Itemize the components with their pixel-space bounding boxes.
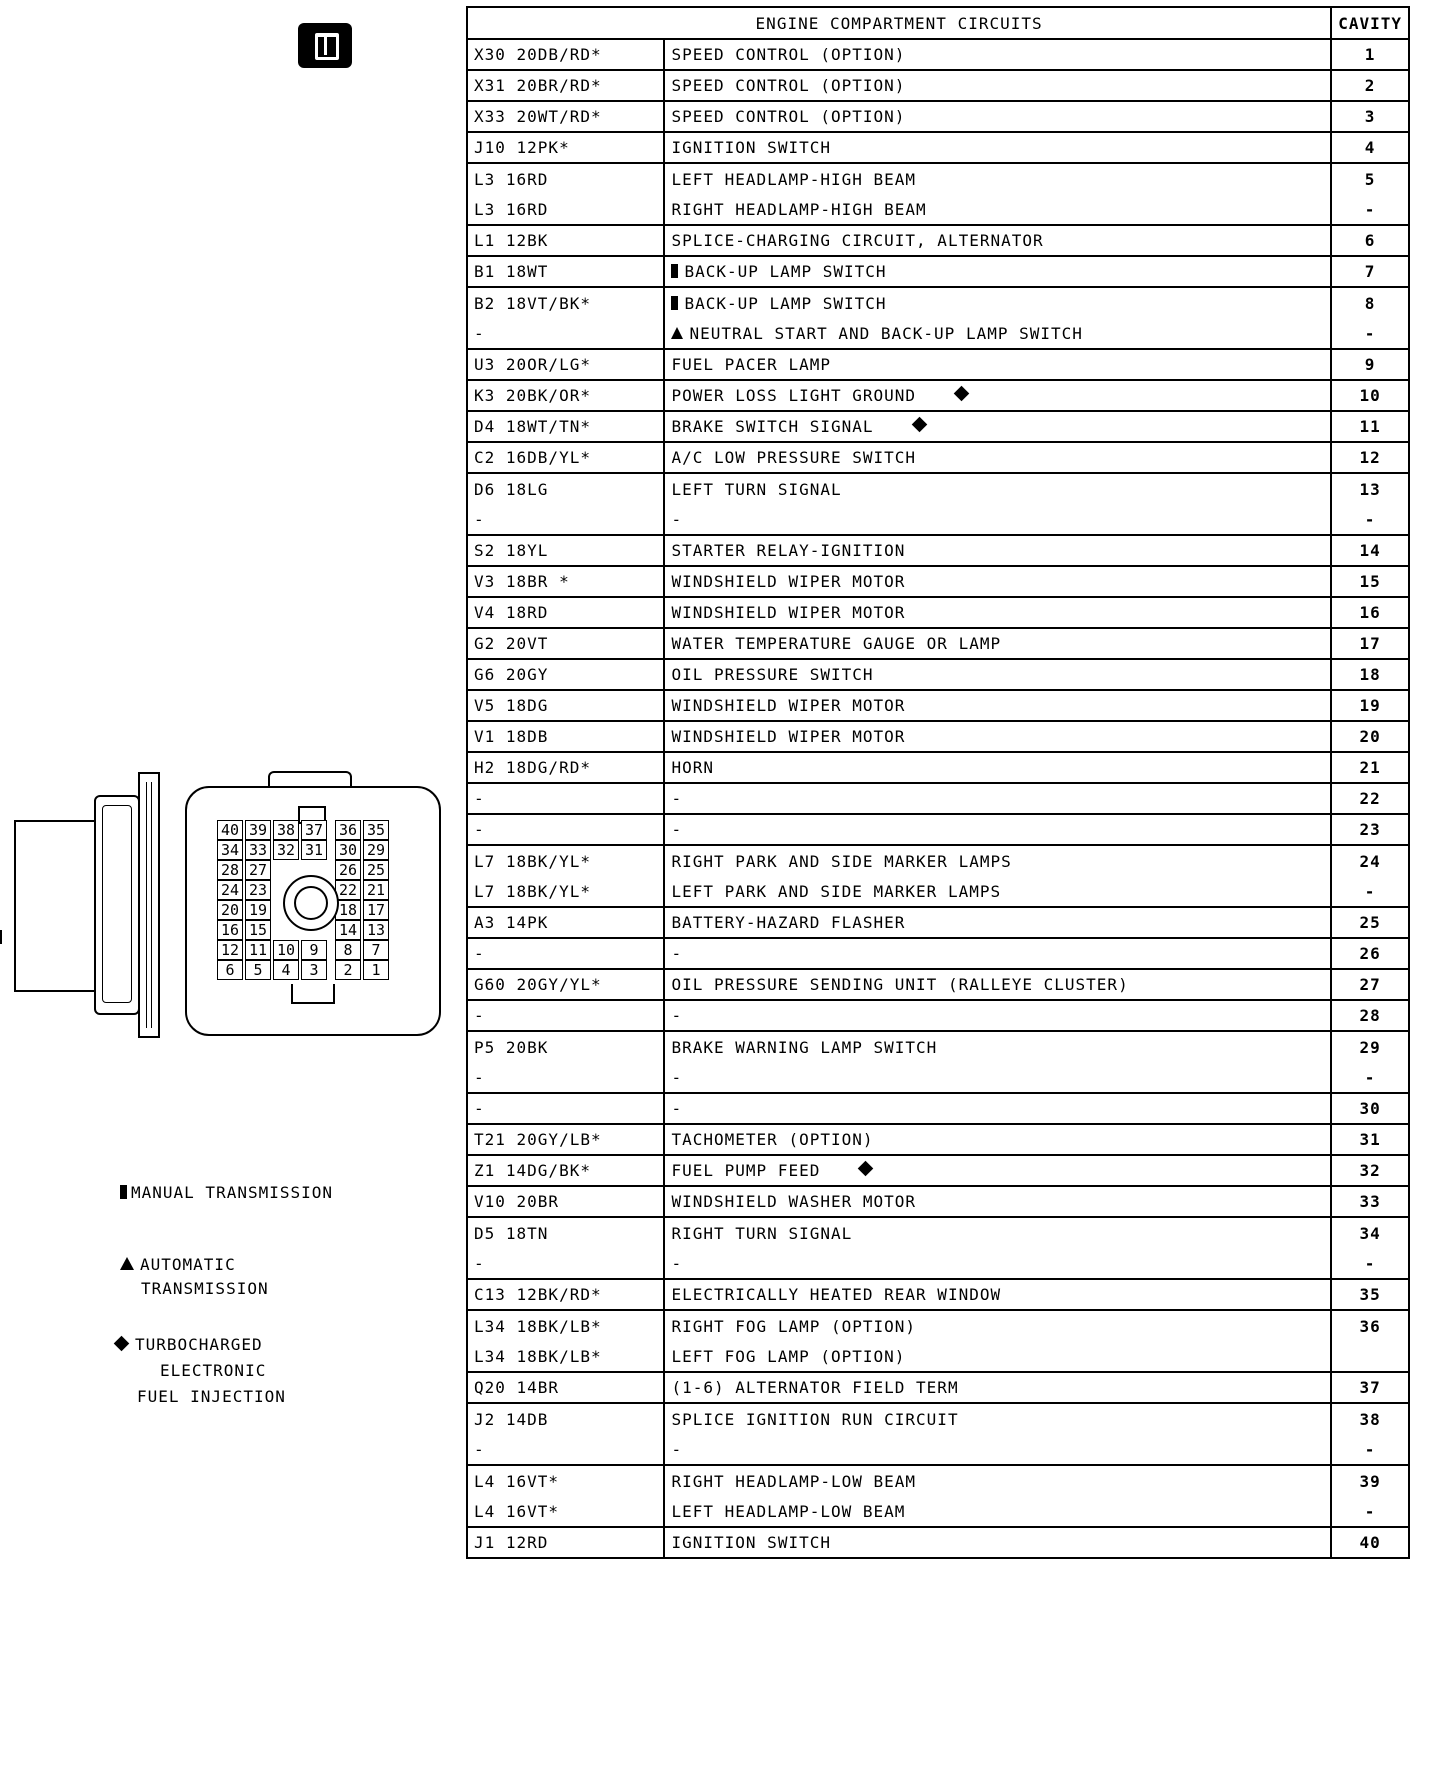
cavity-number: 11	[1331, 411, 1409, 442]
cavity-number: 30	[1331, 1093, 1409, 1124]
circuit-description: LEFT FOG LAMP (OPTION)	[664, 1341, 1331, 1372]
square-symbol-icon	[120, 1185, 127, 1199]
triangle-symbol-icon	[120, 1257, 134, 1270]
cavity-number: -	[1331, 504, 1409, 535]
cavity-number: 21	[1331, 752, 1409, 783]
circuit-code: H2 18DG/RD*	[467, 752, 664, 783]
circuit-code: U3 20OR/LG*	[467, 349, 664, 380]
circuit-code: A3 14PK	[467, 907, 664, 938]
circuit-description: SPEED CONTROL (OPTION)	[664, 39, 1331, 70]
connector-pin: 14	[335, 920, 361, 940]
table-row	[467, 845, 1409, 876]
circuit-description: OIL PRESSURE SENDING UNIT (RALLEYE CLUSTER)	[664, 969, 1331, 1000]
circuit-description: -	[664, 1062, 1331, 1093]
circuit-description: -	[664, 1000, 1331, 1031]
cavity-number: 33	[1331, 1186, 1409, 1217]
connector-pin: 21	[363, 880, 389, 900]
diamond-symbol-icon	[954, 386, 970, 402]
cavity-number: 38	[1331, 1403, 1409, 1434]
cavity-number: 16	[1331, 597, 1409, 628]
table-row	[467, 535, 1409, 566]
circuit-description: LEFT TURN SIGNAL	[664, 473, 1331, 504]
circuit-code: B1 18WT	[467, 256, 664, 287]
connector-center-bolt	[283, 875, 339, 931]
connector-pin: 31	[301, 840, 327, 860]
cavity-number: 9	[1331, 349, 1409, 380]
cavity-number: 7	[1331, 256, 1409, 287]
cavity-number: 37	[1331, 1372, 1409, 1403]
circuit-code: K3 20BK/OR*	[467, 380, 664, 411]
circuit-description: (1-6) ALTERNATOR FIELD TERM	[664, 1372, 1331, 1403]
legend-manual: MANUAL TRANSMISSION	[120, 1180, 333, 1206]
circuit-code: -	[467, 1434, 664, 1465]
circuit-description: FUEL PACER LAMP	[664, 349, 1331, 380]
circuit-code: L3 16RD	[467, 163, 664, 194]
circuit-code: -	[467, 1093, 664, 1124]
table-row	[467, 380, 1409, 411]
circuit-description: BRAKE SWITCH SIGNAL	[664, 411, 1331, 442]
table-row	[467, 597, 1409, 628]
cavity-number: 1	[1331, 39, 1409, 70]
circuit-description: WINDSHIELD WIPER MOTOR	[664, 597, 1331, 628]
circuit-code: Q20 14BR	[467, 1372, 664, 1403]
table-row	[467, 39, 1409, 70]
table-row	[467, 1496, 1409, 1527]
circuit-code: J1 12RD	[467, 1527, 664, 1558]
circuit-code: -	[467, 783, 664, 814]
circuit-description: -	[664, 504, 1331, 535]
table-row	[467, 1372, 1409, 1403]
cavity-number: 14	[1331, 535, 1409, 566]
circuit-code: L34 18BK/LB*	[467, 1310, 664, 1341]
connector-side-flange	[138, 772, 160, 1038]
cavity-number: 8	[1331, 287, 1409, 318]
connector-pin: 19	[245, 900, 271, 920]
table-row	[467, 1000, 1409, 1031]
circuit-code: X30 20DB/RD*	[467, 39, 664, 70]
circuit-code: V5 18DG	[467, 690, 664, 721]
circuit-code: L1 12BK	[467, 225, 664, 256]
table-row	[467, 690, 1409, 721]
legend-turbo-line2: ELECTRONIC	[160, 1361, 267, 1380]
table-row	[467, 876, 1409, 907]
table-row	[467, 1186, 1409, 1217]
diamond-symbol-icon	[114, 1336, 130, 1352]
connector-side-shell	[94, 795, 140, 1015]
connector-pin: 9	[301, 940, 327, 960]
connector-pin: 16	[217, 920, 243, 940]
circuits-table	[466, 6, 1410, 1559]
circuit-description: LEFT PARK AND SIDE MARKER LAMPS	[664, 876, 1331, 907]
circuit-code: -	[467, 1248, 664, 1279]
table-row	[467, 1124, 1409, 1155]
connector-pin: 10	[273, 940, 299, 960]
circuit-code: J10 12PK*	[467, 132, 664, 163]
circuit-code: D6 18LG	[467, 473, 664, 504]
table-row	[467, 659, 1409, 690]
circuit-code: V10 20BR	[467, 1186, 664, 1217]
cavity-number: 31	[1331, 1124, 1409, 1155]
cavity-number: -	[1331, 876, 1409, 907]
legend-turbo-line3: FUEL INJECTION	[137, 1387, 286, 1406]
table-row	[467, 1062, 1409, 1093]
connector-pin: 12	[217, 940, 243, 960]
circuit-code: V4 18RD	[467, 597, 664, 628]
connector-pin: 25	[363, 860, 389, 880]
connector-pin: 26	[335, 860, 361, 880]
table-row	[467, 1310, 1409, 1341]
cavity-number: 25	[1331, 907, 1409, 938]
circuit-description: BATTERY-HAZARD FLASHER	[664, 907, 1331, 938]
connector-pin: 6	[217, 960, 243, 980]
circuit-description: -	[664, 1093, 1331, 1124]
cavity-number: 20	[1331, 721, 1409, 752]
cavity-number: 17	[1331, 628, 1409, 659]
table-row	[467, 566, 1409, 597]
circuit-code: D4 18WT/TN*	[467, 411, 664, 442]
circuit-description: FUEL PUMP FEED	[664, 1155, 1331, 1186]
table-row	[467, 287, 1409, 318]
connector-pin: 28	[217, 860, 243, 880]
circuit-code: L7 18BK/YL*	[467, 876, 664, 907]
cavity-number: 29	[1331, 1031, 1409, 1062]
circuit-description: TACHOMETER (OPTION)	[664, 1124, 1331, 1155]
cavity-number: 35	[1331, 1279, 1409, 1310]
circuit-code: G6 20GY	[467, 659, 664, 690]
circuit-description: A/C LOW PRESSURE SWITCH	[664, 442, 1331, 473]
circuit-code: -	[467, 1062, 664, 1093]
table-row	[467, 349, 1409, 380]
circuit-code: C13 12BK/RD*	[467, 1279, 664, 1310]
connector-pin: 39	[245, 820, 271, 840]
circuit-description: LEFT HEADLAMP-HIGH BEAM	[664, 163, 1331, 194]
circuit-code: X33 20WT/RD*	[467, 101, 664, 132]
connector-pin: 32	[273, 840, 299, 860]
circuit-code: L7 18BK/YL*	[467, 845, 664, 876]
circuit-description: POWER LOSS LIGHT GROUND	[664, 380, 1331, 411]
cavity-number: -	[1331, 318, 1409, 349]
table-row	[467, 504, 1409, 535]
connector-pin: 5	[245, 960, 271, 980]
table-row	[467, 814, 1409, 845]
cavity-number: 13	[1331, 473, 1409, 504]
cavity-number: 15	[1331, 566, 1409, 597]
circuit-description: RIGHT FOG LAMP (OPTION)	[664, 1310, 1331, 1341]
connector-pin: 4	[273, 960, 299, 980]
circuit-code: T21 20GY/LB*	[467, 1124, 664, 1155]
circuit-description: -	[664, 814, 1331, 845]
cavity-number: 40	[1331, 1527, 1409, 1558]
cavity-number: 12	[1331, 442, 1409, 473]
connector-pin: 29	[363, 840, 389, 860]
connector-pin: 11	[245, 940, 271, 960]
cavity-number: 3	[1331, 101, 1409, 132]
cavity-number: 24	[1331, 845, 1409, 876]
table-row	[467, 101, 1409, 132]
cavity-number: 28	[1331, 1000, 1409, 1031]
circuit-code: L34 18BK/LB*	[467, 1341, 664, 1372]
circuit-description: SPEED CONTROL (OPTION)	[664, 101, 1331, 132]
table-row	[467, 628, 1409, 659]
table-row	[467, 1155, 1409, 1186]
connector-pin: 18	[335, 900, 361, 920]
circuit-code: V1 18DB	[467, 721, 664, 752]
connector-pin: 3	[301, 960, 327, 980]
circuit-description: -	[664, 1434, 1331, 1465]
circuit-code: Z1 14DG/BK*	[467, 1155, 664, 1186]
legend-automatic-line2: TRANSMISSION	[141, 1279, 269, 1298]
connector-pin: 23	[245, 880, 271, 900]
book-icon	[298, 23, 352, 68]
table-row	[467, 1093, 1409, 1124]
connector-pin: 8	[335, 940, 361, 960]
circuit-description: WINDSHIELD WIPER MOTOR	[664, 721, 1331, 752]
table-row	[467, 1465, 1409, 1496]
circuit-code: -	[467, 504, 664, 535]
connector-pin: 7	[363, 940, 389, 960]
connector-pin: 24	[217, 880, 243, 900]
circuit-code: V3 18BR *	[467, 566, 664, 597]
connector-pin: 27	[245, 860, 271, 880]
circuit-description: RIGHT HEADLAMP-HIGH BEAM	[664, 194, 1331, 225]
table-row	[467, 1434, 1409, 1465]
triangle-symbol-icon	[671, 327, 683, 339]
table-row	[467, 721, 1409, 752]
table-row	[467, 194, 1409, 225]
circuit-code: -	[467, 1000, 664, 1031]
table-row	[467, 1248, 1409, 1279]
circuit-code: J2 14DB	[467, 1403, 664, 1434]
connector-pin: 38	[273, 820, 299, 840]
circuit-code: B2 18VT/BK*	[467, 287, 664, 318]
circuit-description: SPLICE IGNITION RUN CIRCUIT	[664, 1403, 1331, 1434]
circuit-description: -	[664, 938, 1331, 969]
connector-face-bottom-tab	[291, 984, 335, 1004]
connector-pin: 33	[245, 840, 271, 860]
circuit-description: SPLICE-CHARGING CIRCUIT, ALTERNATOR	[664, 225, 1331, 256]
connector-pin: 37	[301, 820, 327, 840]
table-row	[467, 752, 1409, 783]
circuit-description: BRAKE WARNING LAMP SWITCH	[664, 1031, 1331, 1062]
connector-pin: 34	[217, 840, 243, 860]
table-row	[467, 1403, 1409, 1434]
table-header	[467, 7, 1409, 39]
circuit-code: G2 20VT	[467, 628, 664, 659]
connector-pin: 22	[335, 880, 361, 900]
circuit-code: S2 18YL	[467, 535, 664, 566]
table-row	[467, 1279, 1409, 1310]
circuit-code: G60 20GY/YL*	[467, 969, 664, 1000]
connector-pin: 13	[363, 920, 389, 940]
table-row	[467, 442, 1409, 473]
circuit-description: ELECTRICALLY HEATED REAR WINDOW	[664, 1279, 1331, 1310]
cavity-number: -	[1331, 1434, 1409, 1465]
table-row	[467, 783, 1409, 814]
connector-pin: 20	[217, 900, 243, 920]
diamond-symbol-icon	[911, 417, 927, 433]
connector-pin: 35	[363, 820, 389, 840]
connector-side-body	[14, 820, 102, 992]
connector-pin: 1	[363, 960, 389, 980]
table-row	[467, 1527, 1409, 1558]
circuit-description: RIGHT HEADLAMP-LOW BEAM	[664, 1465, 1331, 1496]
cavity-number: -	[1331, 1496, 1409, 1527]
square-symbol-icon	[671, 296, 678, 310]
cavity-number: 6	[1331, 225, 1409, 256]
table-row	[467, 70, 1409, 101]
table-row	[467, 969, 1409, 1000]
circuit-description: RIGHT PARK AND SIDE MARKER LAMPS	[664, 845, 1331, 876]
cavity-number: 32	[1331, 1155, 1409, 1186]
circuit-description: RIGHT TURN SIGNAL	[664, 1217, 1331, 1248]
circuit-description: WINDSHIELD WIPER MOTOR	[664, 566, 1331, 597]
legend-turbo: TURBOCHARGED	[116, 1332, 263, 1358]
cavity-number: 22	[1331, 783, 1409, 814]
circuit-description: HORN	[664, 752, 1331, 783]
circuit-description: NEUTRAL START AND BACK-UP LAMP SWITCH	[664, 318, 1331, 349]
diamond-symbol-icon	[858, 1161, 874, 1177]
circuit-description: IGNITION SWITCH	[664, 1527, 1331, 1558]
square-symbol-icon	[671, 264, 678, 278]
circuit-code: C2 16DB/YL*	[467, 442, 664, 473]
cavity-header: CAVITY	[1331, 7, 1409, 39]
cavity-number: -	[1331, 194, 1409, 225]
table-title: ENGINE COMPARTMENT CIRCUITS	[467, 7, 1331, 39]
cavity-number: 27	[1331, 969, 1409, 1000]
cavity-number: 18	[1331, 659, 1409, 690]
circuit-code: D5 18TN	[467, 1217, 664, 1248]
cavity-number: 39	[1331, 1465, 1409, 1496]
cavity-number: 34	[1331, 1217, 1409, 1248]
circuit-code: L3 16RD	[467, 194, 664, 225]
cavity-number: 4	[1331, 132, 1409, 163]
circuit-description: BACK-UP LAMP SWITCH	[664, 287, 1331, 318]
circuit-code: L4 16VT*	[467, 1465, 664, 1496]
circuit-description: SPEED CONTROL (OPTION)	[664, 70, 1331, 101]
connector-pin: 17	[363, 900, 389, 920]
connector-side-tick	[0, 930, 2, 944]
circuit-description: BACK-UP LAMP SWITCH	[664, 256, 1331, 287]
circuit-code: -	[467, 938, 664, 969]
circuit-description: STARTER RELAY-IGNITION	[664, 535, 1331, 566]
circuit-code: P5 20BK	[467, 1031, 664, 1062]
table-row	[467, 225, 1409, 256]
table-row	[467, 411, 1409, 442]
table-row	[467, 256, 1409, 287]
connector-pin: 15	[245, 920, 271, 940]
circuit-description: OIL PRESSURE SWITCH	[664, 659, 1331, 690]
cavity-number: 5	[1331, 163, 1409, 194]
circuit-code: L4 16VT*	[467, 1496, 664, 1527]
table-row	[467, 473, 1409, 504]
cavity-number: -	[1331, 1062, 1409, 1093]
circuit-description: -	[664, 1248, 1331, 1279]
table-row	[467, 1031, 1409, 1062]
cavity-number: 36	[1331, 1310, 1409, 1341]
cavity-number	[1331, 1341, 1409, 1372]
circuit-code: X31 20BR/RD*	[467, 70, 664, 101]
table-row	[467, 1217, 1409, 1248]
cavity-number: 26	[1331, 938, 1409, 969]
table-row	[467, 907, 1409, 938]
connector-pin: 2	[335, 960, 361, 980]
circuit-description: WATER TEMPERATURE GAUGE OR LAMP	[664, 628, 1331, 659]
circuit-description: -	[664, 783, 1331, 814]
circuit-description: WINDSHIELD WIPER MOTOR	[664, 690, 1331, 721]
connector-pin: 36	[335, 820, 361, 840]
table-row	[467, 318, 1409, 349]
circuit-description: WINDSHIELD WASHER MOTOR	[664, 1186, 1331, 1217]
connector-pin: 30	[335, 840, 361, 860]
cavity-number: -	[1331, 1248, 1409, 1279]
circuit-description: LEFT HEADLAMP-LOW BEAM	[664, 1496, 1331, 1527]
table-row	[467, 132, 1409, 163]
cavity-number: 19	[1331, 690, 1409, 721]
circuit-code: -	[467, 814, 664, 845]
table-row	[467, 163, 1409, 194]
legend-automatic: AUTOMATIC	[120, 1252, 236, 1278]
cavity-number: 10	[1331, 380, 1409, 411]
cavity-number: 2	[1331, 70, 1409, 101]
circuit-code: -	[467, 318, 664, 349]
table-row	[467, 1341, 1409, 1372]
table-row	[467, 938, 1409, 969]
connector-pin: 40	[217, 820, 243, 840]
circuit-description: IGNITION SWITCH	[664, 132, 1331, 163]
cavity-number: 23	[1331, 814, 1409, 845]
